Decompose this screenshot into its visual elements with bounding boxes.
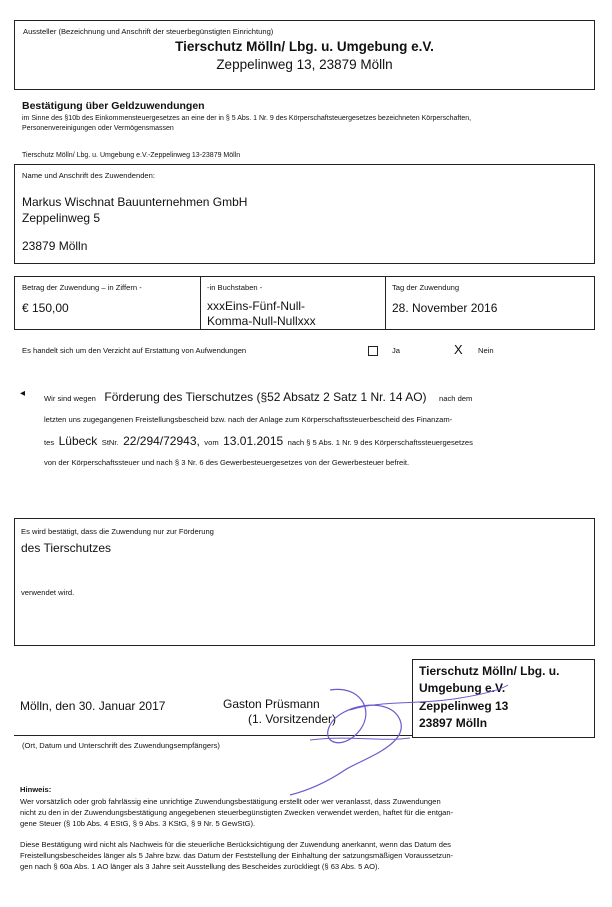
amount-letters-line1: xxxEins-Fünf-Null- xyxy=(207,299,306,313)
issuer-label: Aussteller (Bezeichnung und Anschrift der steuerbegünstigten Einrichtung) xyxy=(23,27,274,36)
issuer-address: Zeppelinweg 13, 23879 Mölln xyxy=(216,57,393,72)
purpose-tes: tes xyxy=(44,438,55,447)
purpose-line-4: von der Körperschaftssteuer und nach § 3 Nr. 6 des Gewerbesteuergesetzes von der Gewerbesteuer befreit. xyxy=(44,458,410,467)
tax-date-label: vom xyxy=(204,438,219,447)
waiver-no-label: Nein xyxy=(478,346,494,355)
notice-p1-l1: Wer vorsätzlich oder grob fahrlässig eine unrichtige Zuwendungsbestätigung erstellt oder wer veranlasst, dass Zuwendungen xyxy=(20,797,441,806)
waiver-yes-label: Ja xyxy=(392,346,401,355)
amount-digits-value: € 150,00 xyxy=(22,301,69,315)
place-date: Mölln, den 30. Januar 2017 xyxy=(20,699,166,713)
notice-p1-l2: nicht zu den in der Zuwendungsbestätigung angegebenen steuerbegünstigten Zwecken verwendet werden, haftet für die entgan- xyxy=(20,808,454,817)
purpose-line-3 xyxy=(44,432,473,450)
donor-street: Zeppelinweg 5 xyxy=(22,211,101,225)
waiver-yes-checkbox[interactable] xyxy=(368,346,378,356)
purpose-intro: Wir sind wegen xyxy=(44,394,96,403)
tax-date: 13.01.2015 xyxy=(223,434,284,448)
amount-letters-label: -in Buchstaben - xyxy=(207,283,263,292)
amount-divider-1 xyxy=(200,277,201,329)
tax-office: Lübeck xyxy=(58,434,98,448)
document-subtitle-1: im Sinne des §10b des Einkommensteuergesetzes an eine der in § 5 Abs. 1 Nr. 9 des Körperschaftsteuergesetzes bezeichneten Körperschaften, xyxy=(22,115,472,122)
notice-title: Hinweis: xyxy=(20,785,52,794)
amount-divider-2 xyxy=(385,277,386,329)
triangle-marker: ◂ xyxy=(20,388,26,399)
stamp-line-4: 23897 Mölln xyxy=(419,716,488,730)
confirmation-label: Es wird bestätigt, dass die Zuwendung nur zur Förderung xyxy=(21,527,214,536)
handwritten-signature xyxy=(210,650,510,800)
confirmation-box xyxy=(14,518,595,646)
purpose-line-2: letzten uns zugegangenen Freistellungsbescheid bzw. nach der Anlage zum Körperschaftssteuerbescheid des Finanzam- xyxy=(44,415,453,424)
issuer-box xyxy=(14,20,595,90)
tax-no-label: StNr. xyxy=(101,438,119,447)
stamp-line-1: Tierschutz Mölln/ Lbg. u. xyxy=(419,664,560,678)
purpose-line-1 xyxy=(44,388,472,406)
amount-box xyxy=(14,276,595,330)
stamp-line-3: Zeppelinweg 13 xyxy=(419,699,509,713)
signature-caption: (Ort, Datum und Unterschrift des Zuwendungsempfängers) xyxy=(22,741,220,750)
sender-line: Tierschutz Mölln/ Lbg. u. Umgebung e.V.-Zeppelinweg 13-23879 Mölln xyxy=(22,152,241,159)
donor-box xyxy=(14,164,595,264)
notice-p2-l3: gen nach § 60a Abs. 1 AO länger als 3 Jahre seit Ausstellung des Bescheides zurückliegt (§ 63 Abs. 5 AO). xyxy=(20,862,380,871)
document-title: Bestätigung über Geldzuwendungen xyxy=(22,100,205,112)
signer-name: Gaston Prüsmann xyxy=(223,697,320,711)
amount-digits-label: Betrag der Zuwendung – in Ziffern - xyxy=(22,283,142,292)
document-subtitle-2: Personenvereinigungen oder Vermögensmassen xyxy=(22,125,174,132)
amount-date-label: Tag der Zuwendung xyxy=(392,283,460,292)
confirmation-used: verwendet wird. xyxy=(21,588,75,597)
purpose-reason: Förderung des Tierschutzes (§52 Absatz 2 Satz 1 Nr. 14 AO) xyxy=(104,390,427,404)
confirmation-purpose: des Tierschutzes xyxy=(21,541,112,555)
waiver-text: Es handelt sich um den Verzicht auf Erstattung von Aufwendungen xyxy=(22,346,247,355)
notice-p2-l2: Freistellungsbescheides länger als 5 Jahre bzw. das Datum der Feststellung der Einhaltung der satzungsmäßigen Voraussetzun- xyxy=(20,851,454,860)
stamp-line-2: Umgebung e.V. xyxy=(419,681,506,695)
issuer-name: Tierschutz Mölln/ Lbg. u. Umgebung e.V. xyxy=(175,39,434,54)
notice-p2-l1: Diese Bestätigung wird nicht als Nachweis für die steuerliche Berücksichtigung der Zuwendung anerkannt, wenn das Datum des xyxy=(20,840,451,849)
donor-name: Markus Wischnat Bauunternehmen GmbH xyxy=(22,195,248,209)
donor-city: 23879 Mölln xyxy=(22,239,88,253)
amount-date-value: 28. November 2016 xyxy=(392,301,498,315)
purpose-after: nach dem xyxy=(439,394,473,403)
donor-label: Name und Anschrift des Zuwendenden: xyxy=(22,171,155,180)
signer-role: (1. Vorsitzender) xyxy=(248,712,337,726)
waiver-no-mark[interactable]: X xyxy=(454,342,463,357)
amount-letters-line2: Komma-Null-Nullxxx xyxy=(207,314,316,328)
notice-p1-l3: gene Steuer (§ 10b Abs. 4 EStG, § 9 Abs. 3 KStG, § 9 Nr. 5 GewStG). xyxy=(20,819,256,828)
purpose-law: nach § 5 Abs. 1 Nr. 9 des Körperschaftssteuergesetzes xyxy=(287,438,473,447)
tax-number: 22/294/72943, xyxy=(123,434,200,448)
